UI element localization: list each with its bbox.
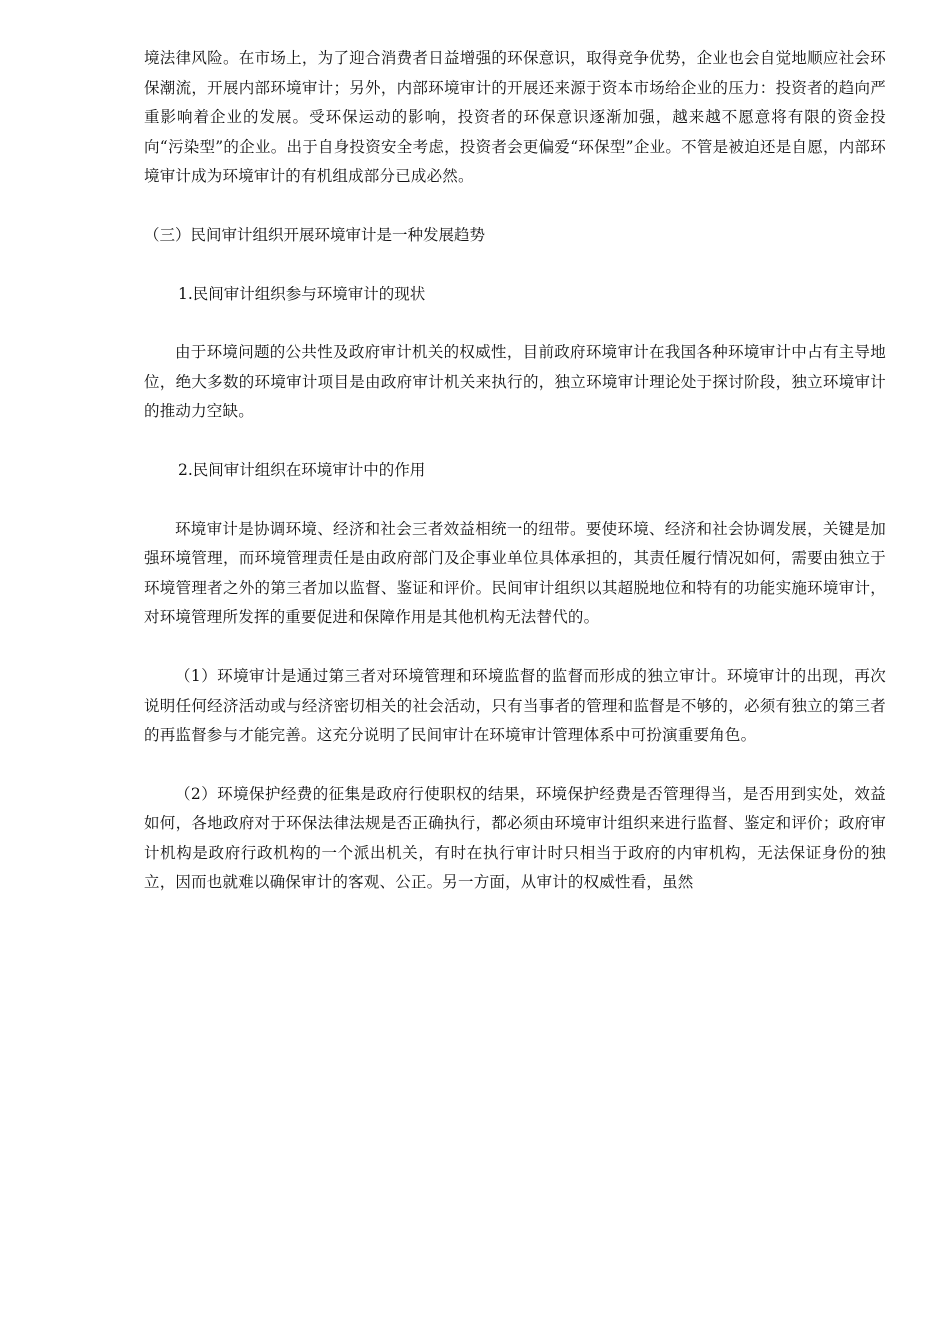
subsection-heading-1: 1.民间审计组织参与环境审计的现状: [178, 284, 426, 303]
body-paragraph-3: 环境审计是协调环境、经济和社会三者效益相统一的纽带。要使环境、经济和社会协调发展，关键是加强环境管理，而环境管理责任是由政府部门及企事业单位具体承担的，其责任履行情况如何，需要由独立于环境管理者之外的第三者加以监督、鉴证和评价。民间审计组织以其超脱地位和特有的功能实施环境审计，对环境管理所发挥的重要促进和保障作用是其他机构无法替代的。: [144, 519, 886, 627]
subsection-heading-2: 2.民间审计组织在环境审计中的作用: [178, 460, 426, 479]
body-paragraph-1: 境法律风险。在市场上，为了迎合消费者日益增强的环保意识，取得竞争优势，企业也会自觉地顺应社会环保潮流，开展内部环境审计；另外，内部环境审计的开展还来源于资本市场给企业的压力：投资者的趋向严重影响着企业的发展。受环保运动的影响，投资者的环保意识逐渐加强，越来越不愿意将有限的资金投向“污染型”的企业。出于自身投资安全考虑，投资者会更偏爱“环保型”企业。不管是被迫还是自愿，内部环境审计成为环境审计的有机组成部分已成必然。: [144, 49, 886, 186]
body-paragraph-4: （1）环境审计是通过第三者对环境管理和环境监督的监督而形成的独立审计。环境审计的出现，再次说明任何经济活动或与经济密切相关的社会活动，只有当事者的管理和监督是不够的，必须有独立的第三者的再监督参与才能完善。这充分说明了民间审计在环境审计管理体系中可扮演重要角色。: [144, 666, 886, 745]
document-page: [144, 44, 886, 898]
body-paragraph-5: （2）环境保护经费的征集是政府行使职权的结果，环境保护经费是否管理得当，是否用到实处，效益如何，各地政府对于环保法律法规是否正确执行，都必须由环境审计组织来进行监督、鉴定和评价；政府审计机构是政府行政机构的一个派出机关，有时在执行审计时只相当于政府的内审机构，无法保证身份的独立，因而也就难以确保审计的客观、公正。另一方面，从审计的权威性看，虽然: [144, 784, 886, 892]
body-paragraph-2: 由于环境问题的公共性及政府审计机关的权威性，目前政府环境审计在我国各种环境审计中占有主导地位，绝大多数的环境审计项目是由政府审计机关来执行的，独立环境审计理论处于探讨阶段，独立环境审计的推动力空缺。: [144, 343, 886, 421]
section-heading-3: （三）民间审计组织开展环境审计是一种发展趋势: [144, 225, 486, 244]
